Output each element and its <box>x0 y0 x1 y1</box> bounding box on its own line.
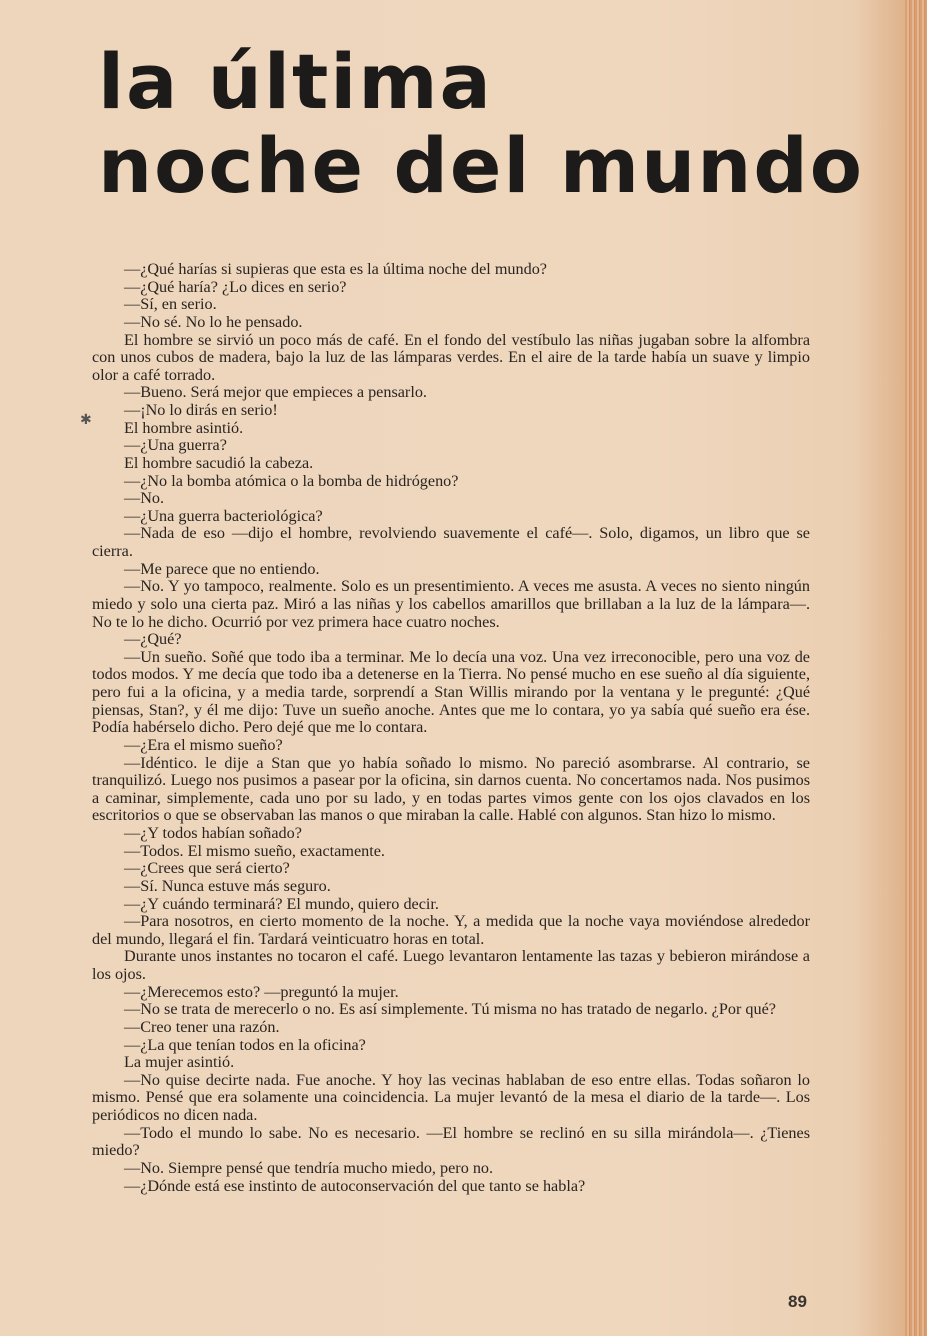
paragraph: —Idéntico. le dije a Stan que yo había soñado lo mismo. No pareció asombrarse. Al contrario, se tranquilizó. Luego nos pusimos a pasear por la oficina, sin darnos cuenta. No concertamos nada. Nos pusimos a caminar, simplemente, cada uno por su lado, y en todas partes vimos gente con los ojos clavados en los escritorios o que se observaban las manos o que miraban la calle. Hablé con algunos. Stan hizo lo mismo. <box>92 753 810 825</box>
story-title-line-1: la última <box>98 37 493 126</box>
paragraph: —No. Siempre pensé que tendría mucho miedo, pero no. <box>124 1158 494 1177</box>
paragraph: —¿No la bomba atómica o la bomba de hidrógeno? <box>124 471 459 490</box>
paragraph: —Nada de eso —dijo el hombre, revolviendo suavemente el café—. Solo, digamos, un libro que se cierra. <box>92 524 810 560</box>
paragraph: El hombre sacudió la cabeza. <box>124 453 314 472</box>
paragraph: —No. Y yo tampoco, realmente. Solo es un presentimiento. A veces me asusta. A veces no siento ningún miedo y solo una cierta paz. Miró a las niñas y los cabellos amarillos que brillaban a la luz de la lámpara—. No te lo he dicho. Ocurrió por vez primera hace cuatro noches. <box>92 577 810 631</box>
story-title-line-2: noche del mundo <box>98 121 864 210</box>
paragraph: —Sí. Nunca estuve más seguro. <box>124 876 331 895</box>
paragraph: —¡No lo dirás en serio! <box>124 401 278 419</box>
paragraph: El hombre se sirvió un poco más de café. En el fondo del vestíbulo las niñas jugaban sobre la alfombra con unos cubos de madera, bajo la luz de las lámparas verdes. En el aire de la tarde había un suave y limpio olor a café torrado. <box>92 330 810 384</box>
paragraph: —Creo tener una razón. <box>124 1017 280 1036</box>
paragraph: —Me parece que no entiendo. <box>124 559 320 578</box>
paragraph: —¿Y todos habían soñado? <box>124 824 302 842</box>
paragraph: —No quise decirte nada. Fue anoche. Y hoy las vecinas hablaban de eso entre ellas. Todas soñaron lo mismo. Pensé que era solamente una coincidencia. La mujer levantó de la mesa el diario de la tarde—. Los periódicos no dicen nada. <box>92 1070 810 1124</box>
paragraph: —¿La que tenían todos en la oficina? <box>124 1035 366 1054</box>
page-edge <box>905 0 927 1336</box>
paragraph: —¿Qué harías si supieras que esta es la última noche del mundo? <box>124 260 547 278</box>
paragraph: —¿Qué? <box>124 630 182 649</box>
paragraph: —Todos. El mismo sueño, exactamente. <box>124 841 385 860</box>
paragraph: —Para nosotros, en cierto momento de la noche. Y, a medida que la noche vaya moviéndose alrededor del mundo, llegará el fin. Tardará veinticuatro horas en total. <box>92 912 810 948</box>
story-title <box>98 37 864 210</box>
paragraph: —Bueno. Será mejor que empieces a pensarlo. <box>124 383 427 402</box>
paragraph: El hombre asintió. <box>124 418 244 437</box>
page-number: 89 <box>788 1292 807 1311</box>
paragraph: —Sí, en serio. <box>124 295 217 314</box>
paragraph: —Un sueño. Soñé que todo iba a terminar. Me lo decía una voz. Una vez irreconocible, pero una voz de todos modos. Y me decía que todo iba a detenerse en la Tierra. No pensé mucho en ese sueño al día siguiente, pero fui a la oficina, y a media tarde, sorprendí a Stan Willis mirando por la ventana y le pregunté: ¿Qué piensas, Stan?, y él me dijo: Tuve un sueño anoche. Antes que me lo contara, yo ya sabía qué sueño era ése. Podía habérselo dicho. Pero dejé que me lo contara. <box>92 647 810 737</box>
paragraph: —¿Crees que será cierto? <box>124 859 290 878</box>
paragraph: —¿Merecemos esto? —preguntó la mujer. <box>124 982 399 1001</box>
paragraph: —No se trata de merecerlo o no. Es así simplemente. Tú misma no has tratado de negarlo. ¿Por qué? <box>124 1000 776 1019</box>
paragraph: —¿Era el mismo sueño? <box>124 735 283 754</box>
paragraph: —¿Dónde está ese instinto de autoconservación del que tanto se habla? <box>124 1176 586 1195</box>
paragraph: La mujer asintió. <box>124 1053 235 1072</box>
paragraph: —¿Qué haría? ¿Lo dices en serio? <box>124 277 347 296</box>
paragraph: —¿Y cuándo terminará? El mundo, quiero decir. <box>124 894 439 913</box>
paragraph: —Todo el mundo lo sabe. No es necesario. —El hombre se reclinó en su silla mirándola—. ¿Tienes miedo? <box>92 1123 810 1160</box>
paragraph: —¿Una guerra? <box>124 436 227 455</box>
paragraph: Durante unos instantes no tocaron el café. Luego levantaron lentamente las tazas y bebieron mirándose a los ojos. <box>92 947 810 983</box>
paragraph: —No sé. No lo he pensado. <box>124 312 303 331</box>
paragraph: —No. <box>124 489 165 508</box>
story-body <box>92 261 810 1195</box>
asterisk-mark-icon: ✱ <box>80 412 92 428</box>
paragraph: —¿Una guerra bacteriológica? <box>124 506 323 525</box>
